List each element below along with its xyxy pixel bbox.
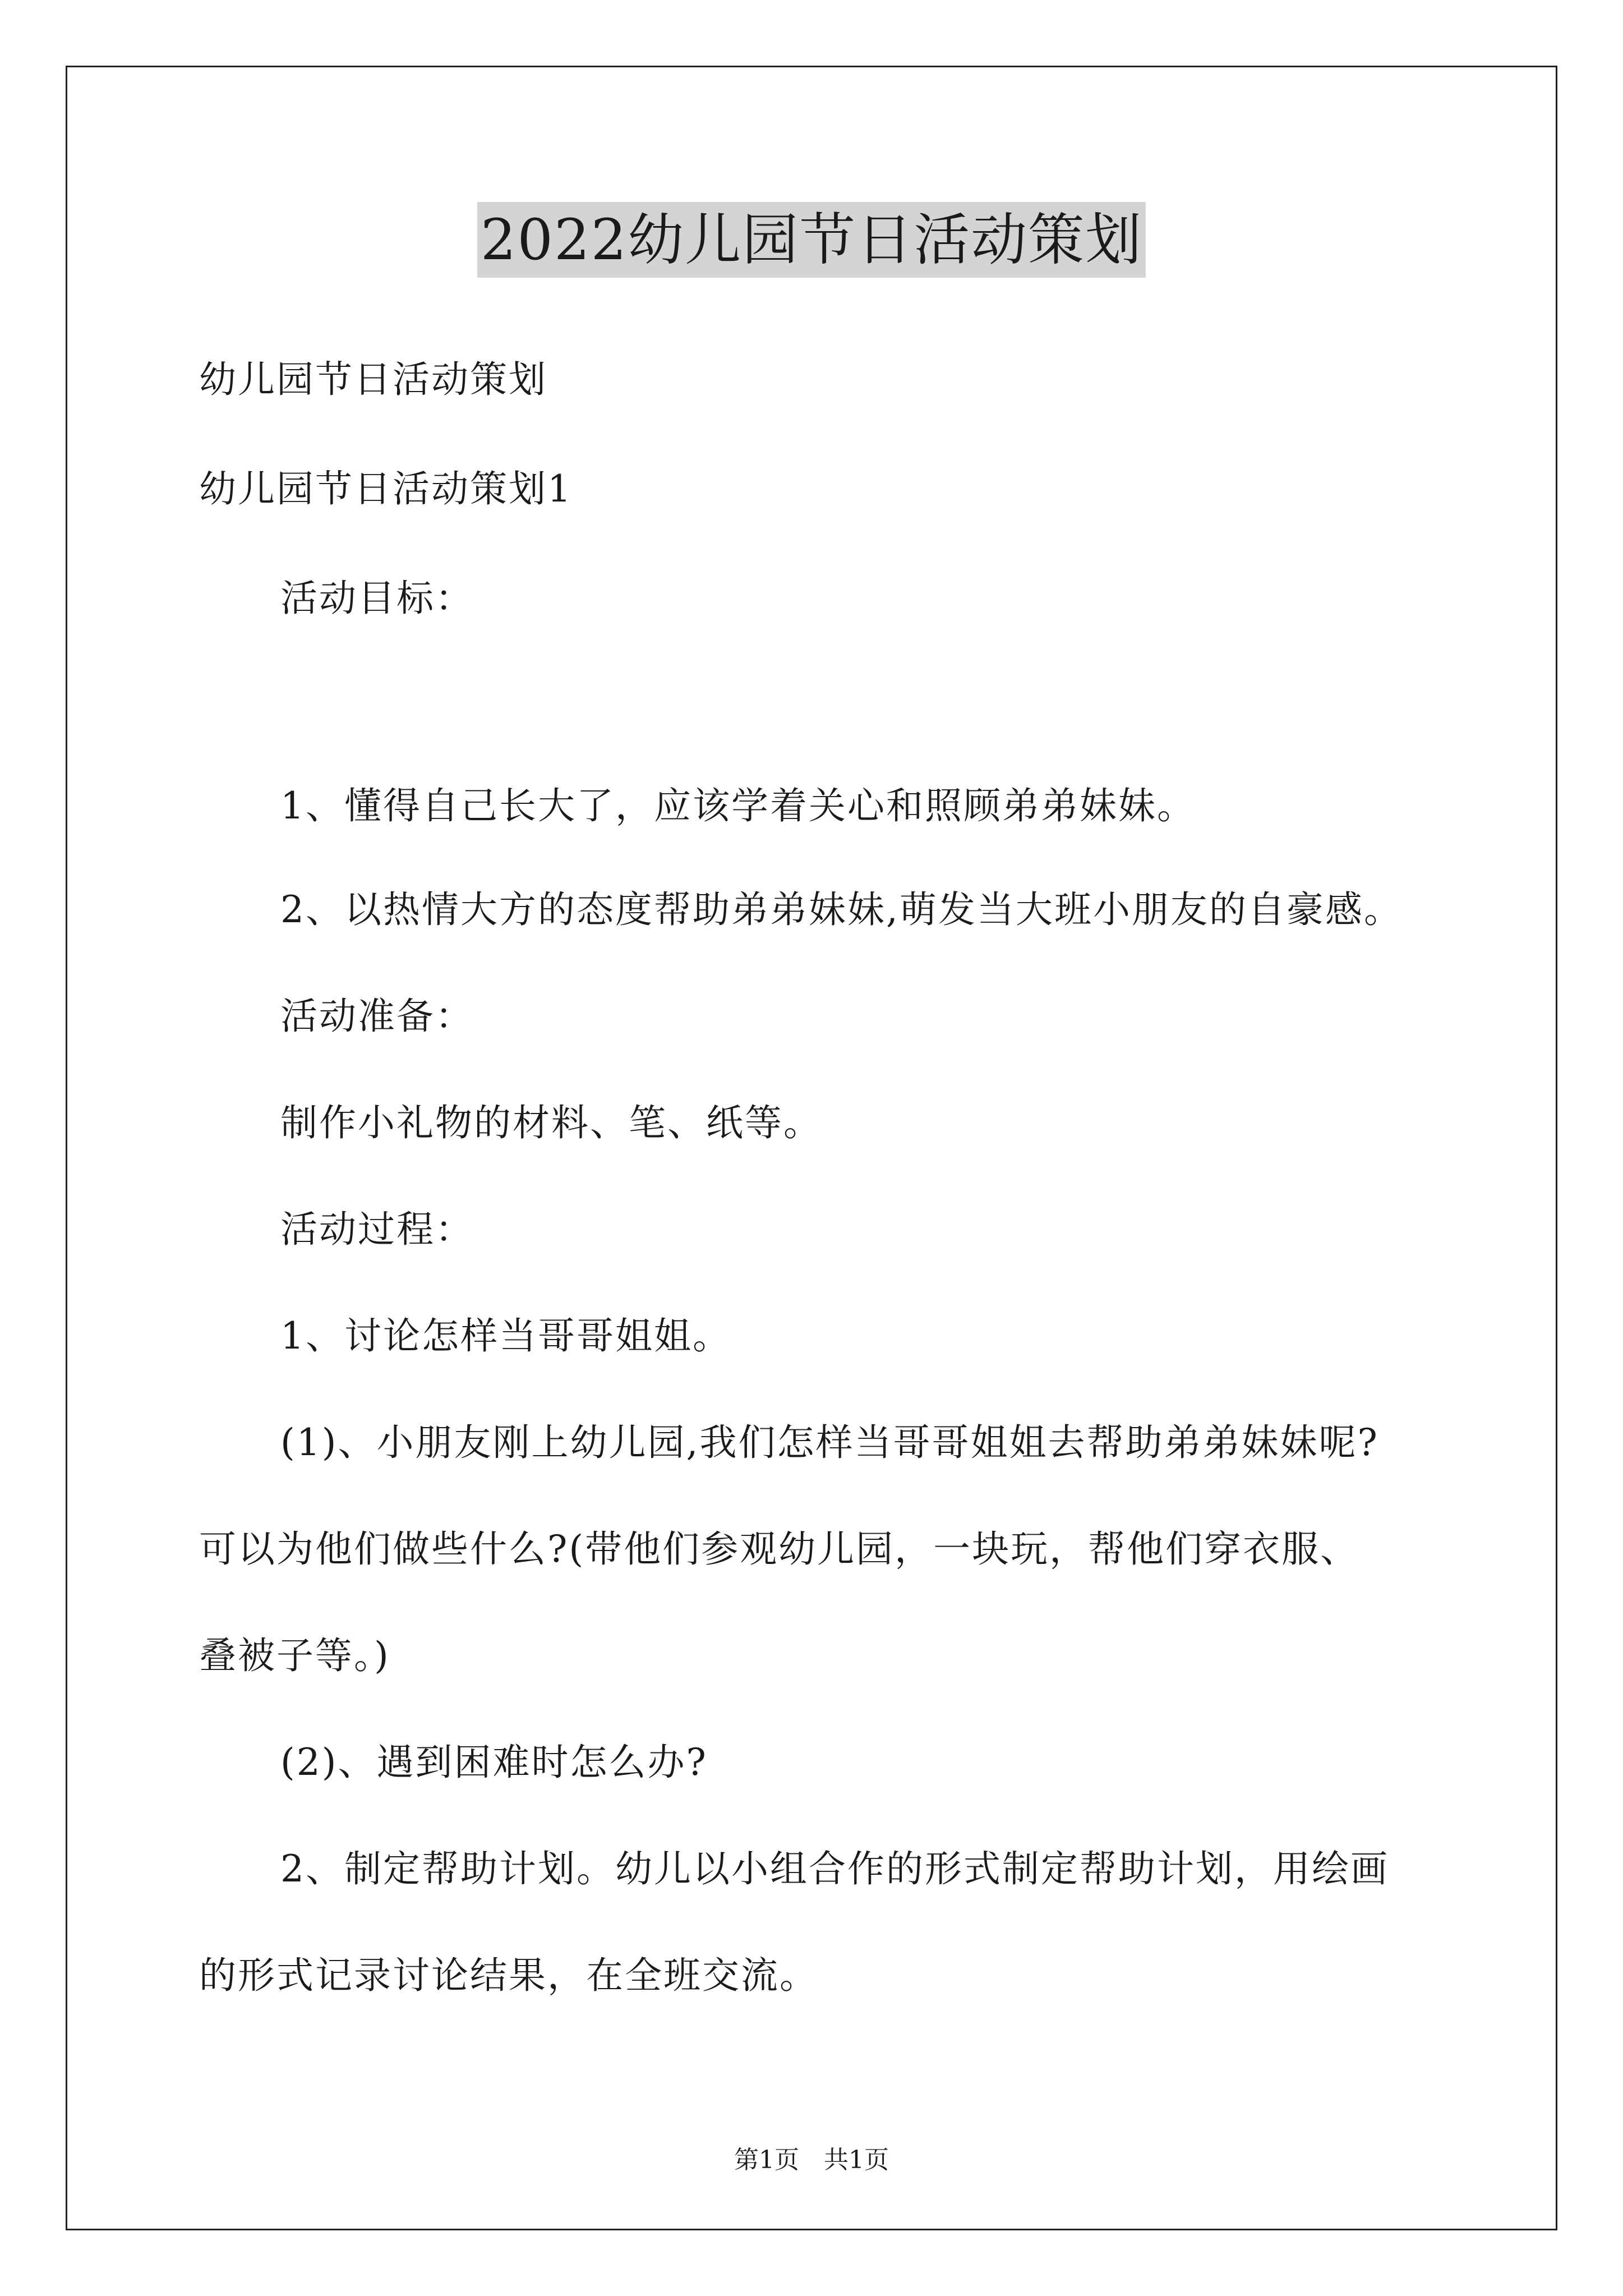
doc-line-9: 1、讨论怎样当哥哥姐姐。 — [280, 1314, 731, 1358]
doc-line-12: 叠被子等。) — [199, 1634, 390, 1677]
doc-line-4: 1、懂得自己长大了，应该学着关心和照顾弟弟妹妹。 — [280, 784, 1196, 827]
doc-line-13: (2)、遇到困难时怎么办? — [280, 1741, 708, 1784]
doc-line-1: 幼儿园节日活动策划 — [199, 358, 547, 401]
title-container — [0, 202, 1623, 278]
doc-line-14: 2、制定帮助计划。幼儿以小组合作的形式制定帮助计划，用绘画 — [280, 1847, 1389, 1890]
doc-line-2: 幼儿园节日活动策划1 — [199, 467, 573, 510]
doc-line-10: (1)、小朋友刚上幼儿园,我们怎样当哥哥姐姐去帮助弟弟妹妹呢? — [280, 1421, 1379, 1464]
doc-line-8: 活动过程： — [280, 1208, 474, 1251]
doc-line-15: 的形式记录讨论结果，在全班交流。 — [199, 1954, 818, 1997]
document-title: 2022幼儿园节日活动策划 — [477, 202, 1146, 278]
doc-line-6: 活动准备： — [280, 995, 474, 1038]
doc-line-7: 制作小礼物的材料、笔、纸等。 — [280, 1101, 822, 1144]
doc-line-5: 2、以热情大方的态度帮助弟弟妹妹,萌发当大班小朋友的自豪感。 — [280, 888, 1403, 931]
doc-line-3: 活动目标： — [280, 577, 474, 620]
page-footer: 第1页 共1页 — [734, 2146, 889, 2174]
doc-line-11: 可以为他们做些什么?(带他们参观幼儿园，一块玩，帮他们穿衣服、 — [199, 1527, 1359, 1571]
